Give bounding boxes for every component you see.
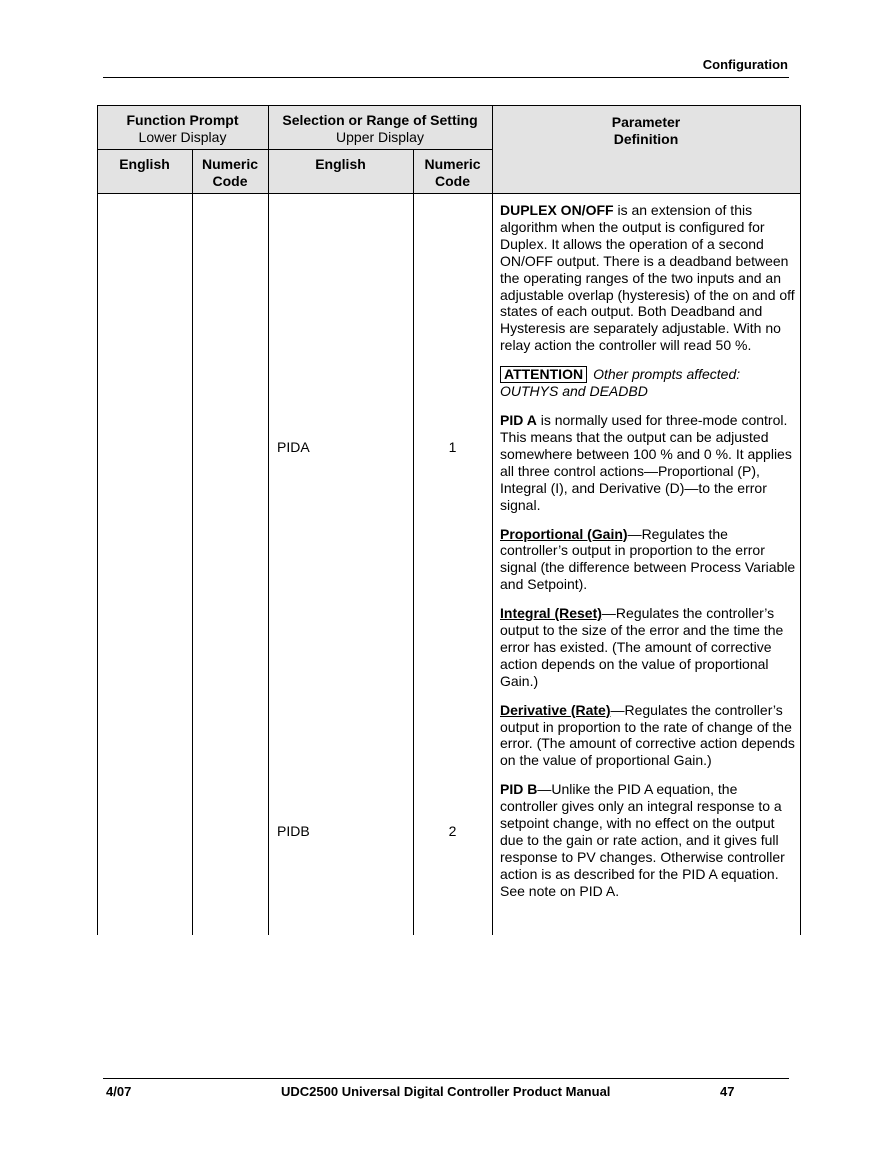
col-line-2: [268, 105, 269, 935]
header-selection-range: [268, 112, 492, 146]
header-selection-subtitle: Upper Display: [336, 129, 424, 145]
setting-english-pida: PIDA: [277, 439, 310, 455]
footer-date: 4/07: [106, 1084, 132, 1099]
header-function-prompt: [97, 112, 268, 146]
gain-paragraph: [500, 526, 796, 594]
page-header-title: Configuration: [702, 57, 788, 72]
gain-text: —Regulates the controller’s output in proportion to the error signal (the difference between Process Variable and Setpoint).: [500, 525, 796, 593]
attention-paragraph: [500, 366, 796, 400]
pida-paragraph: [500, 412, 796, 513]
col-line-left: [97, 105, 98, 935]
footer-manual-title: UDC2500 Universal Digital Controller Product Manual: [281, 1084, 611, 1099]
subheader-setting-numeric-line1: Numeric: [424, 156, 481, 172]
setting-english-pidb: PIDB: [277, 823, 310, 839]
duplex-text: is an extension of this algorithm when the output is configured for Duplex. It allows the operation of a second ON/OFF output. There is a deadband between the operating ranges of the two inputs and an adjustable overlap (hysteresis) of the on and off states of each output. Both Deadband and Hysteresis are separately adjustable. With no relay action the controller will read 50 %.: [500, 202, 795, 354]
rate-title: Derivative (Rate): [500, 701, 611, 718]
table-top-border: [97, 105, 801, 106]
reset-title: Integral (Reset): [500, 605, 602, 622]
rate-text: —Regulates the controller’s output in proportion to the rate of change of the error. (The amount of corrective action depends on the value of proportional Gain.): [500, 701, 795, 769]
reset-text: —Regulates the controller’s output to the size of the error and the time the error has existed. (The amount of corrective action depends on the value of proportional Gain.): [500, 605, 784, 689]
pidb-text: —Unlike the PID A equation, the controller gives only an integral response to a setpoint change, with no effect on the output due to the gain or rate action, and it gives full response to PV changes. Otherwise controller action is as described for the PID A equation. See note on PID A.: [500, 781, 785, 899]
pidb-paragraph: [500, 781, 796, 899]
header-parameter-definition: [492, 114, 800, 148]
attention-text: Other prompts affected: OUTHYS and DEADBD: [500, 366, 741, 400]
rate-paragraph: [500, 702, 796, 770]
footer-page-number: 47: [720, 1084, 735, 1099]
header-function-prompt-title: Function Prompt: [126, 112, 239, 128]
subheader-divider: [97, 149, 492, 150]
parameter-table: [97, 105, 800, 935]
setting-code-pida: 1: [448, 439, 457, 455]
header-definition-title: Definition: [613, 131, 679, 147]
col-line-right: [800, 105, 801, 935]
duplex-paragraph: [500, 202, 796, 354]
header-parameter-title: Parameter: [611, 114, 681, 130]
header-rule: [103, 77, 789, 78]
subheader-setting-english-label: English: [315, 156, 366, 172]
col-line-1: [192, 149, 193, 935]
pida-text: is normally used for three-mode control. This means that the output can be adjusted somewhere between 100 % and 0 %. It applies all three control actions—Proportional (P), Integral (I), and Derivative (D)—to the error signal.: [500, 412, 792, 513]
header-selection-title: Selection or Range of Setting: [282, 112, 478, 128]
subheader-prompt-numeric: [192, 156, 268, 190]
header-bottom-border: [97, 193, 801, 194]
subheader-setting-numeric-line2: Code: [435, 173, 470, 189]
subheader-setting-english: [268, 156, 413, 173]
subheader-prompt-numeric-line2: Code: [212, 173, 248, 189]
subheader-prompt-english-label: English: [119, 156, 170, 172]
header-function-prompt-subtitle: Lower Display: [138, 129, 227, 145]
col-line-4: [492, 105, 493, 935]
col-line-3: [413, 149, 414, 935]
subheader-prompt-numeric-line1: Numeric: [201, 156, 259, 172]
reset-paragraph: [500, 605, 796, 690]
setting-code-pidb: 2: [448, 823, 457, 839]
parameter-definitions: [500, 202, 796, 912]
pidb-title: PID B: [500, 781, 538, 798]
gain-title: Proportional (Gain): [500, 525, 628, 542]
attention-label: ATTENTION: [500, 366, 587, 383]
pida-title: PID A: [500, 412, 537, 429]
subheader-setting-numeric: [413, 156, 492, 190]
subheader-prompt-english: [97, 156, 192, 173]
duplex-title: DUPLEX ON/OFF: [500, 202, 614, 218]
footer-rule: [103, 1078, 789, 1079]
